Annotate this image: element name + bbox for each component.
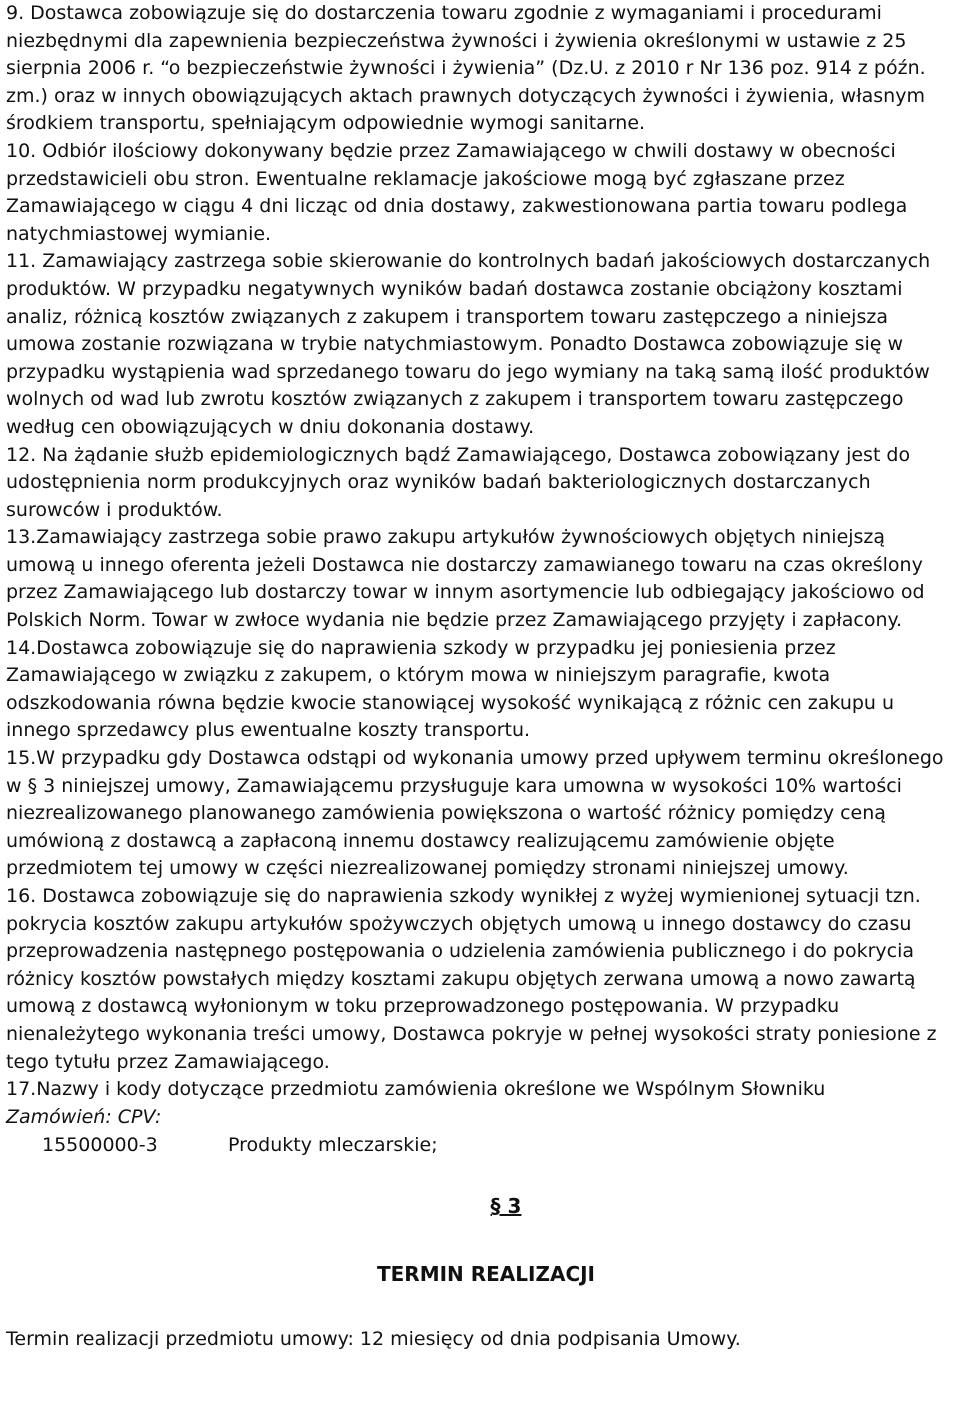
paragraph-16: 16. Dostawca zobowiązuje się do naprawienia szkody wynikłej z wyżej wymienionej sytuacji tzn. pokrycia kosztów zakupu artykułów spożywczych objętych umową u innego dostawcy do czasu przeprowadzenia następnego postępowania o udzielenia zamówienia publicznego i do pokrycia różnicy kosztów powstałych między kosztami zakupu objętych zerwana umową a nowo zawartą umową z dostawcą wyłonionym w toku przeprowadzonego postępowania. W przypadku nienależytego wykonania treści umowy, Dostawca pokryje w pełnej wysokości straty poniesione z tego tytułu przez Zamawiającego. <box>6 885 937 1073</box>
document-page <box>6 0 956 1353</box>
paragraph-9: 9. Dostawca zobowiązuje się do dostarczenia towaru zgodnie z wymaganiami i procedurami niezbędnymi dla zapewnienia bezpieczeństwa żywności i żywienia określonymi w ustawie z 25 sierpnia 2006 r. “o bezpieczeństwie żywności i żywienia” (Dz.U. z 2010 r Nr 136 poz. 914 z późn. zm.) oraz w innych obowiązujących aktach prawnych dotyczących żywności i żywienia, własnym środkiem transportu, spełniającym odpowiednie wymogi sanitarne. <box>6 2 926 135</box>
paragraph-17-cpv-label: Zamówień: CPV: <box>6 1105 162 1128</box>
section-title: TERMIN REALIZACJI <box>376 1261 596 1286</box>
paragraph-11: 11. Zamawiający zastrzega sobie skierowanie do kontrolnych badań jakościowych dostarczanych produktów. W przypadku negatywnych wyników badań dostawca zostanie obciążony kosztami analiz, różnicą kosztów związanych z zakupem i transportem towaru zastępczego a niniejsza umowa zostanie rozwiązana w trybie natychmiastowym. Ponadto Dostawca zobowiązuje się w przypadku wystąpienia wad sprzedanego towaru do jego wymiany na taką samą ilość produktów wolnych od wad lub zwrotu kosztów związanych z zakupem i transportem towaru zastępczego według cen obowiązujących w dniu dokonania dostawy. <box>6 250 931 438</box>
paragraph-14: 14.Dostawca zobowiązuje się do naprawienia szkody w przypadku jej poniesienia przez Zamawiającego w związku z zakupem, o którym mowa w niniejszym paragrafie, kwota odszkodowania równa będzie kwocie stanowiącej wysokość wynikającą z różnic cen zakupu u innego sprzedawcy plus ewentualne koszty transportu. <box>6 636 895 742</box>
section-mark: § 3 <box>490 1194 522 1219</box>
cpv-name: Produkty mleczarskie; <box>228 1134 438 1157</box>
paragraph-13: 13.Zamawiający zastrzega sobie prawo zakupu artykułów żywnościowych objętych niniejszą umową u innego oferenta jeżeli Dostawca nie dostarczy zamawianego towaru na czas określony przez Zamawiającego lub dostarczy towar w innym asortymencie lub odbiegający jakościowo od Polskich Norm. Towar w zwłoce wydania nie będzie przez Zamawiającego przyjęty i zapłacony. <box>6 526 925 632</box>
final-line: Termin realizacji przedmiotu umowy: 12 miesięcy od dnia podpisania Umowy. <box>6 1327 741 1350</box>
paragraph-10: 10. Odbiór ilościowy dokonywany będzie przez Zamawiającego w chwili dostawy w obecności przedstawicieli obu stron. Ewentualne reklamacje jakościowe mogą być zgłaszane przez Zamawiającego w ciągu 4 dni licząc od dnia dostawy, zakwestionowana partia towaru podlega natychmiastowej wymianie. <box>6 139 908 245</box>
paragraph-17 <box>6 1076 956 1131</box>
paragraph-15: 15.W przypadku gdy Dostawca odstąpi od wykonania umowy przed upływem terminu określonego w § 3 niniejszej umowy, Zamawiającemu przysługuje kara umowna w wysokości 10% wartości niezrealizowanego planowanego zamówienia powiększona o wartość różnicy pomiędzy ceną umówioną z dostawcą a zapłaconą innemu dostawcy realizującemu zamówienie objęte przedmiotem tej umowy w części niezrealizowanej pomiędzy stronami niniejszej umowy. <box>6 747 944 880</box>
paragraph-17-text: 17.Nazwy i kody dotyczące przedmiotu zamówienia określone we Wspólnym Słowniku <box>6 1078 826 1101</box>
cpv-row <box>42 1131 956 1159</box>
paragraph-12: 12. Na żądanie służb epidemiologicznych bądź Zamawiającego, Dostawca zobowiązany jest do udostępnienia norm produkcyjnych oraz wyników badań bakteriologicznych dostarczanych surowców i produktów. <box>6 443 911 521</box>
cpv-code: 15500000-3 <box>42 1134 158 1157</box>
